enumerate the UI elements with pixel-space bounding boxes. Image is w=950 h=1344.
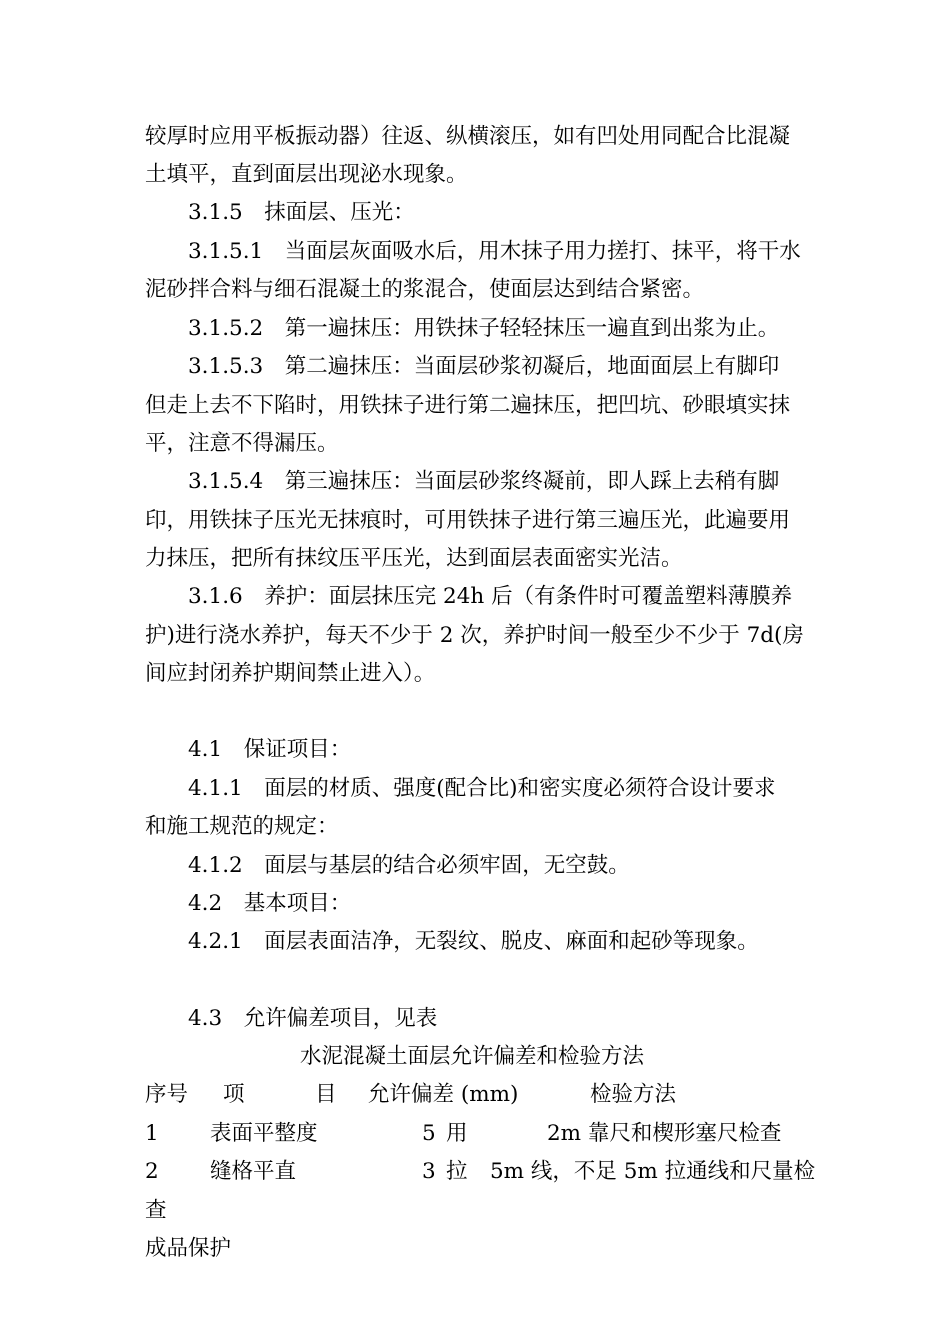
paragraph-3-1-5-1-line2: 泥砂拌合料与细石混凝土的浆混合，使面层达到结合紧密。	[145, 277, 705, 302]
table-row-1-no: 1	[145, 1121, 159, 1146]
table-header-method: 检验方法	[590, 1082, 677, 1107]
table-row-1-method-b: 2m 靠尺和楔形塞尺检查	[547, 1121, 782, 1146]
paragraph-4-1-2: 4.1.2 面层与基层的结合必须牢固，无空鼓。	[188, 853, 630, 878]
paragraph-3-1-5-3-line1: 3.1.5.3 第二遍抹压：当面层砂浆初凝后，地面面层上有脚印	[188, 354, 780, 379]
heading-product-protection: 成品保护	[145, 1236, 232, 1261]
paragraph-3-1-5-3-line2: 但走上去不下陷时，用铁抹子进行第二遍抹压，把凹坑、砂眼填实抹	[145, 393, 791, 418]
paragraph-3-1-5-3-line3: 平，注意不得漏压。	[145, 431, 339, 456]
heading-4-2: 4.2 基本项目：	[188, 891, 352, 916]
paragraph-3-1-6-line1: 3.1.6 养护：面层抹压完 24h 后（有条件时可覆盖塑料薄膜养	[188, 584, 793, 609]
paragraph-compaction-line2: 土填平，直到面层出现泌水现象。	[145, 162, 468, 187]
paragraph-3-1-5-2: 3.1.5.2 第一遍抹压：用铁抹子轻轻抹压一遍直到出浆为止。	[188, 316, 780, 341]
heading-3-1-5: 3.1.5 抹面层、压光：	[188, 200, 415, 225]
table-title: 水泥混凝土面层允许偏差和检验方法	[300, 1044, 645, 1069]
paragraph-3-1-5-1-line1: 3.1.5.1 当面层灰面吸水后，用木抹子用力搓打、抹平，将干水	[188, 239, 801, 264]
table-row-1-method-a: 用	[446, 1121, 468, 1146]
table-row-2-method-a: 拉	[446, 1159, 468, 1184]
paragraph-3-1-5-4-line2: 印，用铁抹子压光无抹痕时，可用铁抹子进行第三遍压光，此遍要用	[145, 508, 791, 533]
table-row-2-item: 缝格平直	[210, 1159, 297, 1184]
table-row-2-tolerance: 3	[422, 1159, 436, 1184]
table-header-tolerance: 允许偏差 (mm)	[368, 1082, 519, 1107]
table-row-2-no: 2	[145, 1159, 159, 1184]
heading-4-1: 4.1 保证项目：	[188, 737, 352, 762]
paragraph-3-1-5-4-line3: 力抹压，把所有抹纹压平压光，达到面层表面密实光洁。	[145, 546, 683, 571]
paragraph-4-1-1-line1: 4.1.1 面层的材质、强度(配合比)和密实度必须符合设计要求	[188, 776, 776, 801]
paragraph-4-2-1: 4.2.1 面层表面洁净，无裂纹、脱皮、麻面和起砂等现象。	[188, 929, 759, 954]
paragraph-3-1-6-line3: 间应封闭养护期间禁止进入）。	[145, 661, 436, 686]
table-row-2-method-b: 5m 线，不足 5m 拉通线和尺量检	[490, 1159, 816, 1184]
table-row-1-item: 表面平整度	[210, 1121, 318, 1146]
paragraph-3-1-6-line2: 护)进行浇水养护，每天不少于 2 次，养护时间一般至少不少于 7d(房	[145, 623, 804, 648]
paragraph-3-1-5-4-line1: 3.1.5.4 第三遍抹压：当面层砂浆终凝前，即人踩上去稍有脚	[188, 469, 780, 494]
table-header-no: 序号	[145, 1082, 189, 1107]
paragraph-compaction-line1: 较厚时应用平板振动器）往返、纵横滚压，如有凹处用同配合比混凝	[145, 124, 791, 149]
table-row-1-tolerance: 5	[422, 1121, 436, 1146]
table-row-2-method-c: 查	[145, 1198, 167, 1223]
table-header-item-b: 目	[315, 1082, 337, 1107]
paragraph-4-1-1-line2: 和施工规范的规定：	[145, 814, 339, 839]
table-header-item-a: 项	[223, 1082, 245, 1107]
heading-4-3: 4.3 允许偏差项目，见表	[188, 1006, 438, 1031]
